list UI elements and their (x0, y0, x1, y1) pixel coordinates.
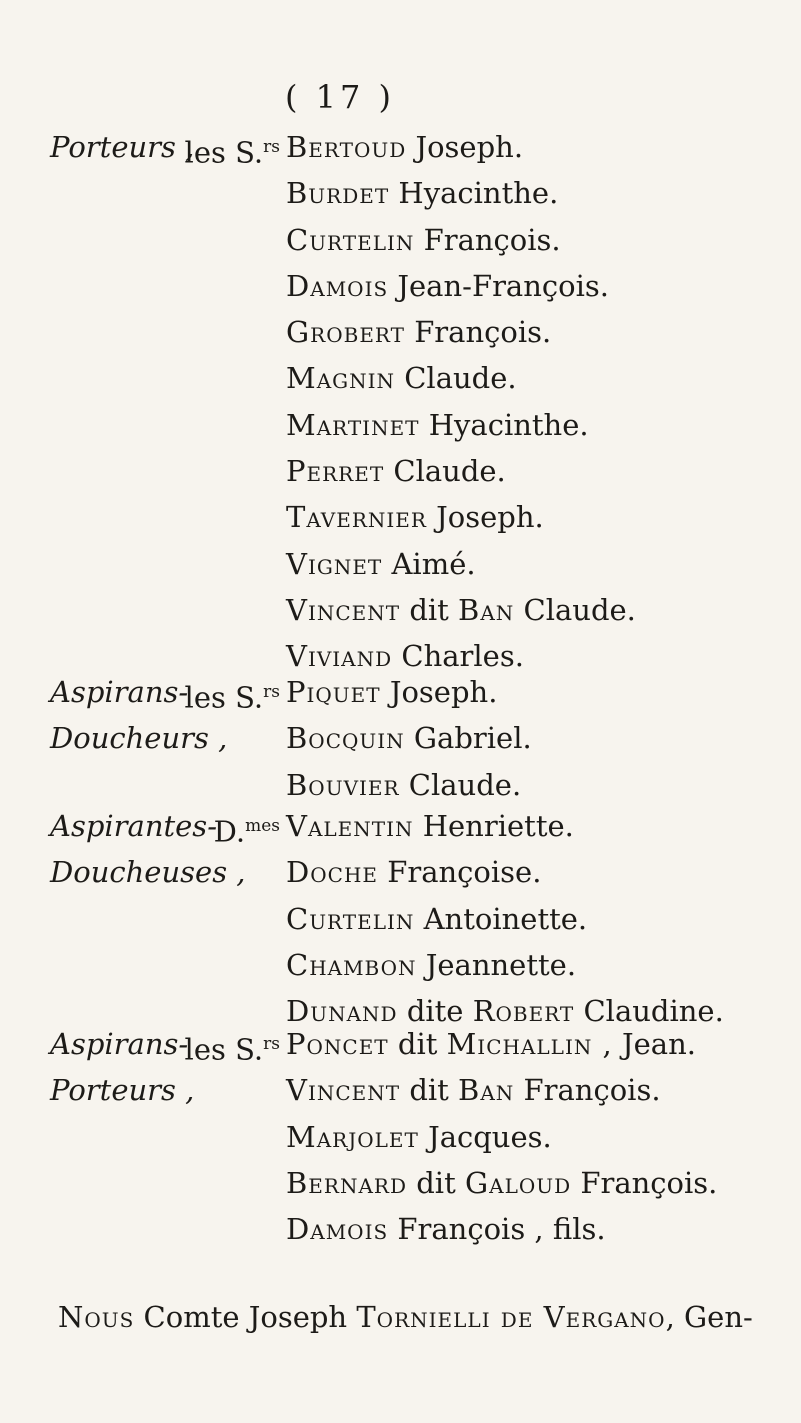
name-row: Curtelin Antoinette. (286, 901, 588, 936)
category-line: Aspirans- (50, 1027, 189, 1061)
name-row: Curtelin François. (286, 222, 561, 257)
name-row: Damois François , fils. (286, 1212, 606, 1247)
category-line: Aspirans- (50, 675, 189, 709)
title-abbrev: les S.$^{rs}$ (184, 680, 280, 715)
name-row: Magnin Claude. (286, 361, 517, 396)
name-row: Bertoud Joseph. (286, 130, 524, 164)
name-list (286, 669, 801, 808)
name-row: Valentin Henriette. (286, 809, 574, 843)
category-label (50, 124, 280, 170)
footer-line: Nous Comte Joseph Tornielli de Vergano, Gen- (58, 1300, 753, 1334)
category-line: Porteurs , (50, 1073, 195, 1107)
category-line: Aspirantes- (50, 809, 217, 843)
name-row: Doche Françoise. (286, 855, 542, 890)
name-row: Vincent dit Ban Claude. (286, 592, 636, 627)
name-row: Marjolet Jacques. (286, 1119, 552, 1154)
name-list (286, 1021, 801, 1252)
name-row: Dunand dite Robert Claudine. (286, 994, 724, 1029)
name-row: Viviand Charles. (286, 639, 524, 674)
name-row: Vincent dit Ban François. (286, 1073, 661, 1108)
title-abbrev: D.$^{mes}$ (213, 814, 280, 849)
category-line: Doucheurs , (50, 721, 228, 755)
name-row: Vignet Aimé. (286, 546, 476, 581)
category-label (50, 803, 280, 895)
category-label (50, 1021, 280, 1113)
name-row: Bouvier Claude. (286, 767, 522, 802)
name-list (286, 803, 801, 1034)
name-row: Burdet Hyacinthe. (286, 176, 559, 211)
category-label (50, 669, 280, 761)
name-row: Chambon Jeannette. (286, 947, 577, 982)
name-row: Perret Claude. (286, 454, 506, 489)
name-row: Piquet Joseph. (286, 675, 498, 709)
name-row: Bernard dit Galoud François. (286, 1165, 718, 1200)
category-line: Porteurs , (50, 130, 195, 164)
title-abbrev: les S.$^{rs}$ (184, 135, 280, 170)
title-abbrev: les S.$^{rs}$ (184, 1032, 280, 1067)
name-row: Tavernier Joseph. (286, 500, 544, 535)
page-number: ( 17 ) (285, 78, 396, 116)
name-row: Poncet dit Michallin , Jean. (286, 1027, 696, 1061)
name-list (286, 124, 801, 680)
name-row: Grobert François. (286, 315, 552, 350)
name-row: Martinet Hyacinthe. (286, 407, 589, 442)
name-row: Damois Jean-François. (286, 268, 609, 303)
category-line: Doucheuses , (50, 855, 246, 889)
name-row: Bocquin Gabriel. (286, 721, 532, 756)
